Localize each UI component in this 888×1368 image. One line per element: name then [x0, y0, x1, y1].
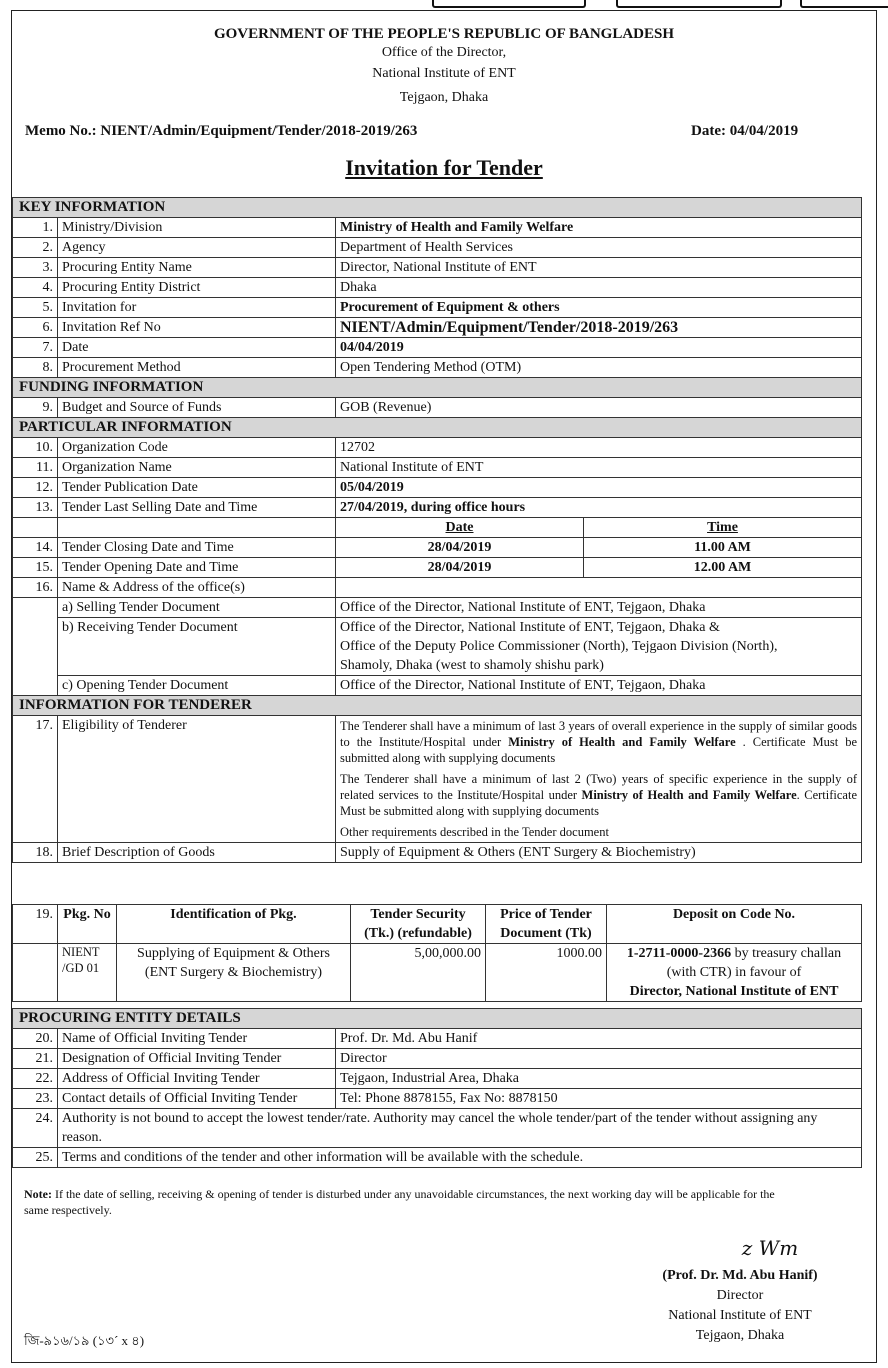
eligibility-paragraph-3: Other requirements described in the Tender document: [340, 825, 609, 839]
table-row: 17. Eligibility of Tenderer The Tenderer shall have a minimum of last 3 years of overall experience in the supply of similar goods to the Institute/Hospital under Ministry of Health and Family Welfare . Certificate Must be submitted along with supplying documents The Tenderer shall have a minimum of last 2 (Two) years of specific experience in the supply of related services to the Institute/Hospital under Ministry of Health and Family Welfare. Certificate Must be submitted along with supplying documents Other requirements described in the Tender document: [13, 716, 862, 843]
memo-date: Date: 04/04/2019: [691, 123, 799, 139]
date-time-header-row: Date Time: [13, 518, 862, 538]
table-row: 15. Tender Opening Date and Time 28/04/2019 12.00 AM: [13, 558, 862, 578]
office-line: Office of the Director,: [381, 45, 507, 60]
eligibility-paragraph-1: The Tenderer shall have a minimum of last 3 years of overall experience in the supply of similar goods to the Institute/Hospital under Ministry of Health and Family Welfare . Certificate Must be submitted along with supplying documents: [340, 719, 857, 765]
package-row: NIENT /GD 01 Supplying of Equipment & Others (ENT Surgery & Biochemistry) 5,00,000.00 1000.00 1-2711-0000-2366 by treasury challan (with CTR) in favour of Director, National Institute of ENT: [13, 944, 862, 1002]
table-row: 20. Name of Official Inviting Tender Prof. Dr. Md. Abu Hanif: [13, 1029, 862, 1049]
package-table: [12, 904, 862, 1002]
form-code: জি-৯১৬/১৯ (১৩´ x ৪): [24, 1333, 145, 1348]
location-line: Tejgaon, Dhaka: [399, 90, 489, 105]
tender-table-main: [12, 197, 862, 863]
table-row: 6. Invitation Ref No NIENT/Admin/Equipment/Tender/2018-2019/263: [13, 318, 862, 338]
table-row: 7. Date 04/04/2019: [13, 338, 862, 358]
table-row: 18. Brief Description of Goods Supply of Equipment & Others (ENT Surgery & Biochemistry): [13, 843, 862, 863]
signatory-name: (Prof. Dr. Md. Abu Hanif): [662, 1268, 818, 1283]
institute-line: National Institute of ENT: [372, 66, 516, 81]
table-row: 4. Procuring Entity District Dhaka: [13, 278, 862, 298]
table-row: 2. Agency Department of Health Services: [13, 238, 862, 258]
table-row: a) Selling Tender Document Office of the Director, National Institute of ENT, Tejgaon, Dhaka: [13, 598, 862, 618]
table-row: 14. Tender Closing Date and Time 28/04/2019 11.00 AM: [13, 538, 862, 558]
eligibility-paragraph-2: The Tenderer shall have a minimum of last 2 (Two) years of specific experience in the supply of related services to the Institute/Hospital under Ministry of Health and Family Welfare. Certificate Must be submitted along with supplying documents: [340, 772, 857, 818]
page-title: Invitation for Tender: [345, 155, 543, 180]
section-key-information: KEY INFORMATION: [13, 198, 862, 218]
government-heading: GOVERNMENT OF THE PEOPLE'S REPUBLIC OF BANGLADESH: [213, 26, 675, 42]
procuring-entity-table: [12, 1008, 862, 1168]
table-row: 11. Organization Name National Institute of ENT: [13, 458, 862, 478]
table-row: 12. Tender Publication Date 05/04/2019: [13, 478, 862, 498]
section-information-for-tenderer: INFORMATION FOR TENDERER: [13, 696, 862, 716]
receiving-office-line-2: Office of the Deputy Police Commissioner (North), Tejgaon Division (North),: [340, 639, 778, 654]
table-row: 23. Contact details of Official Inviting Tender Tel: Phone 8878155, Fax No: 8878150: [13, 1089, 862, 1109]
section-procuring-entity-details: PROCURING ENTITY DETAILS: [13, 1009, 862, 1029]
section-particular-information: PARTICULAR INFORMATION: [13, 418, 862, 438]
top-edge-marks: [0, 0, 888, 10]
table-row: 24. Authority is not bound to accept the lowest tender/rate. Authority may cancel the whole tender/part of the tender without assigning any reason.: [13, 1109, 862, 1148]
footnote: Note: If the date of selling, receiving & opening of tender is disturbed under any unavoidable circumstances, the next working day will be applicable for the same respectively.: [24, 1187, 775, 1217]
memo-number: Memo No.: NIENT/Admin/Equipment/Tender/2018-2019/263: [25, 123, 418, 139]
signature-scribble: z Wm: [741, 1236, 799, 1260]
receiving-office-line-3: Shamoly, Dhaka (west to shamoly shishu park): [340, 658, 604, 673]
table-row: 21. Designation of Official Inviting Tender Director: [13, 1049, 862, 1069]
table-row: 5. Invitation for Procurement of Equipment & others: [13, 298, 862, 318]
table-row: 10. Organization Code 12702: [13, 438, 862, 458]
table-row: 25. Terms and conditions of the tender and other information will be available with the schedule.: [13, 1148, 862, 1168]
receiving-office-line-1: Office of the Director, National Institute of ENT, Tejgaon, Dhaka &: [340, 620, 720, 635]
table-row: 9. Budget and Source of Funds GOB (Revenue): [13, 398, 862, 418]
table-row: 1. Ministry/Division Ministry of Health and Family Welfare: [13, 218, 862, 238]
signatory-institute: National Institute of ENT: [668, 1308, 812, 1323]
table-row: 8. Procurement Method Open Tendering Method (OTM): [13, 358, 862, 378]
table-row: b) Receiving Tender Document Office of the Director, National Institute of ENT, Tejgaon, Dhaka & Office of the Deputy Police Commissioner (North), Tejgaon Division (North), Shamoly, Dhaka (west to shamoly shishu park): [13, 618, 862, 676]
table-row: 3. Procuring Entity Name Director, National Institute of ENT: [13, 258, 862, 278]
table-row: 22. Address of Official Inviting Tender Tejgaon, Industrial Area, Dhaka: [13, 1069, 862, 1089]
signatory-location: Tejgaon, Dhaka: [695, 1328, 785, 1343]
package-header-row: 19. Pkg. No Identification of Pkg. Tender Security (Tk.) (refundable) Price of Tender Document (Tk) Deposit on Code No.: [13, 905, 862, 944]
table-row: c) Opening Tender Document Office of the Director, National Institute of ENT, Tejgaon, Dhaka: [13, 676, 862, 696]
table-row: 16. Name & Address of the office(s): [13, 578, 862, 598]
signatory-title: Director: [716, 1288, 764, 1303]
section-funding-information: FUNDING INFORMATION: [13, 378, 862, 398]
table-row: 13. Tender Last Selling Date and Time 27/04/2019, during office hours: [13, 498, 862, 518]
